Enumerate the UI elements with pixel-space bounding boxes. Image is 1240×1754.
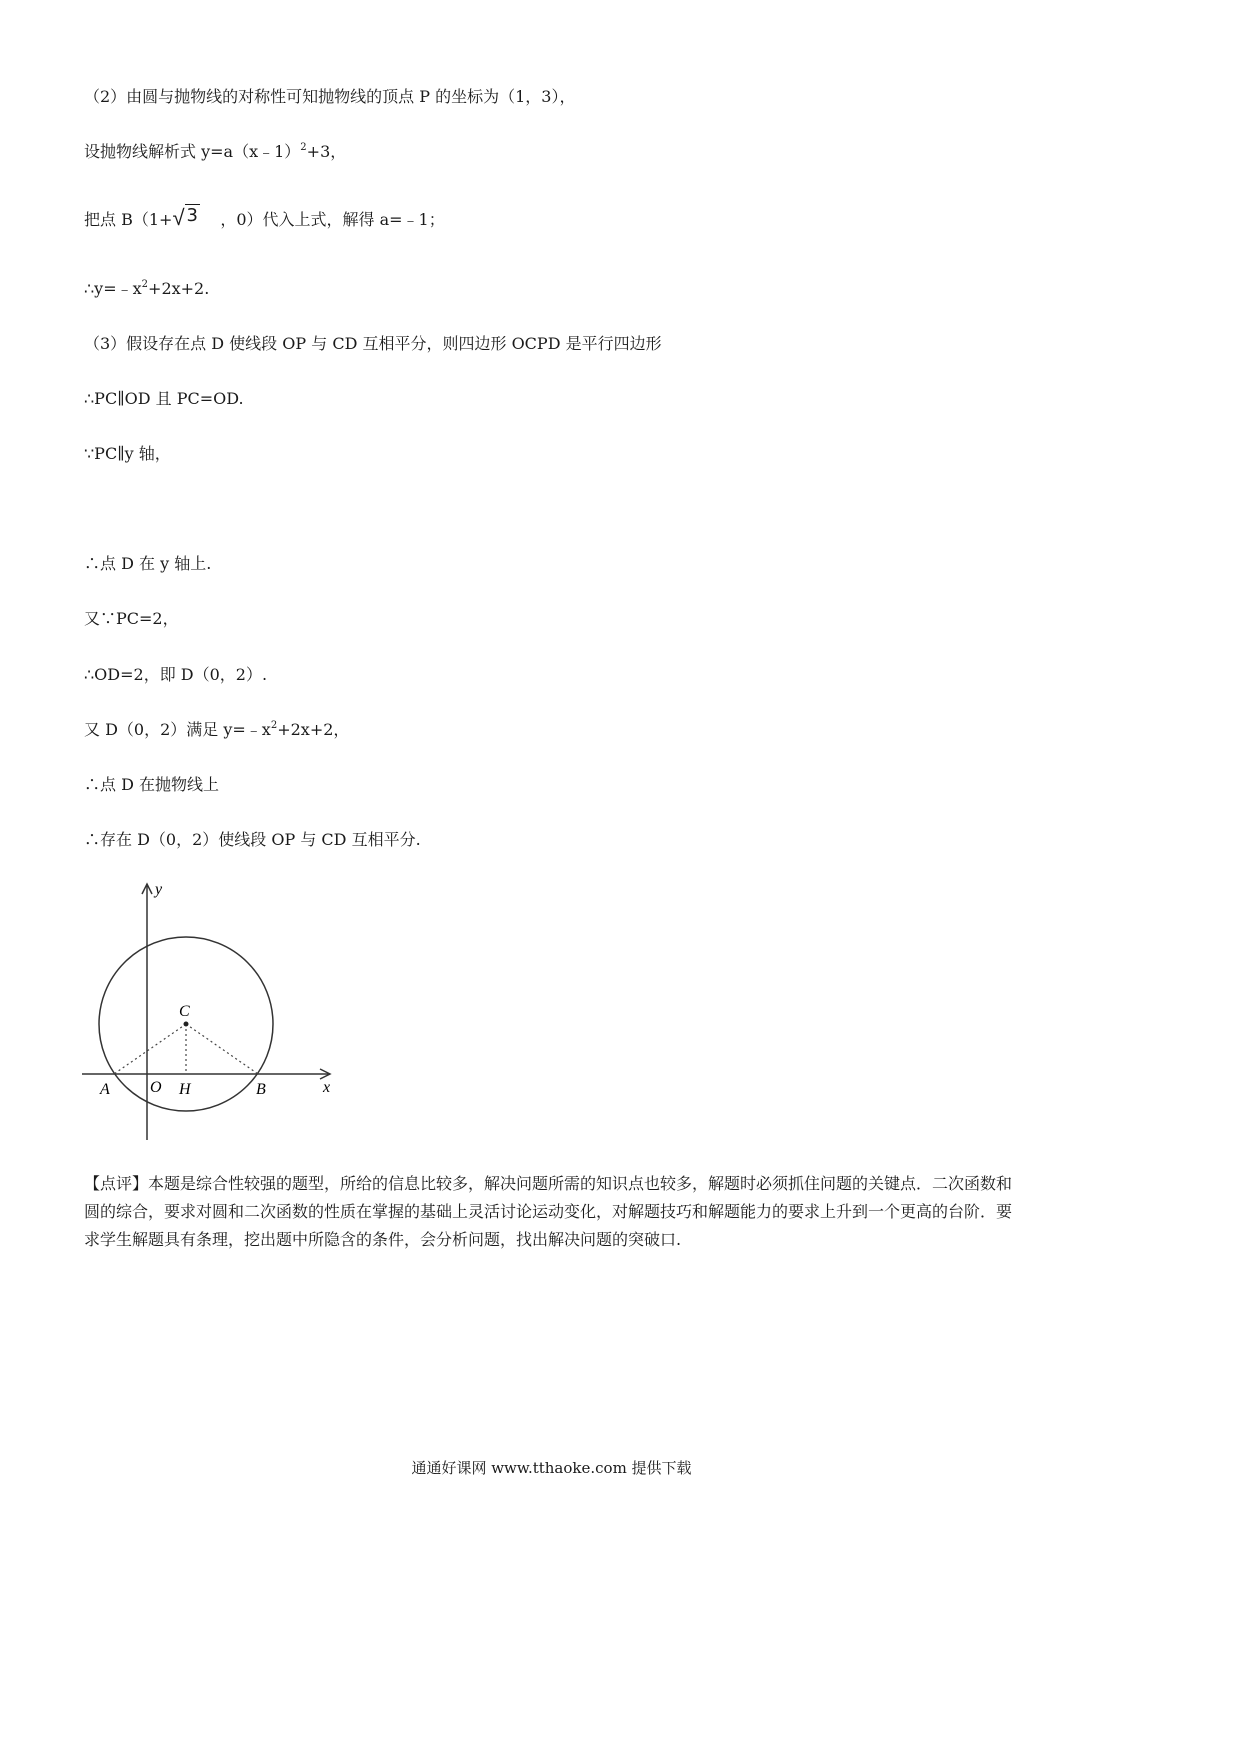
part3-line7	[84, 719, 349, 744]
part3-line5: 又∵PC=2，	[84, 609, 179, 628]
label-y: y	[155, 881, 163, 898]
label-c: C	[179, 1003, 190, 1020]
comment-text: 本题是综合性较强的题型，所给的信息比较多，解决问题所需的知识点也较多，解题时必须抓住问题的关键点．二次函数和圆的综合，要求对圆和二次函数的性质在掌握的基础上灵活讨论运动变化，对解题技巧和解题能力的要求上升到一个更高的台阶．要求学生解题具有条理，挖出题中所隐含的条件，会分析问题，找出解决问题的突破口.	[84, 1174, 1013, 1249]
part2-line2-exponent: 2	[300, 142, 307, 153]
comment-paragraph	[84, 1170, 1024, 1254]
sqrt-expression	[172, 205, 200, 231]
label-a: A	[100, 1081, 110, 1098]
part3-line8: ∴点 D 在抛物线上	[84, 775, 220, 794]
part2-line2-pre: 设抛物线解析式 y=a（x﹣1）	[84, 142, 301, 161]
segment-ca	[114, 1024, 186, 1074]
part3-line7-pre: 又 D（0，2）满足 y=﹣x	[84, 720, 271, 739]
part2-line3	[84, 205, 445, 231]
part3-line4: ∴点 D 在 y 轴上.	[84, 554, 212, 573]
label-b: B	[256, 1081, 266, 1098]
circle-coordinate-figure	[80, 878, 350, 1148]
label-h: H	[179, 1081, 191, 1098]
part3-line7-exponent: 2	[270, 720, 278, 731]
part2-line3-post: ，0）代入上式，解得 a=﹣1；	[220, 210, 445, 229]
part2-line1: （2）由圆与抛物线的对称性可知抛物线的顶点 P 的坐标为（1，3），	[84, 87, 576, 106]
part2-line4-pre: ∴y=﹣x	[84, 279, 142, 298]
part2-line2	[84, 141, 346, 166]
segment-cb	[186, 1024, 258, 1074]
part3-line2: ∴PC∥OD 且 PC=OD.	[84, 389, 244, 408]
comment-heading: 【点评】	[84, 1174, 149, 1193]
label-x: x	[323, 1079, 331, 1096]
label-o: O	[150, 1079, 162, 1096]
part2-line3-pre: 把点 B（1+	[84, 210, 173, 229]
part2-line4-exponent: 2	[141, 279, 149, 290]
part3-line1: （3）假设存在点 D 使线段 OP 与 CD 互相平分，则四边形 OCPD 是平行四边形	[84, 334, 662, 353]
part3-line6: ∴OD=2，即 D（0，2）.	[84, 665, 268, 684]
part3-line3: ∵PC∥y 轴，	[84, 444, 171, 463]
part2-line2-post: +3，	[306, 142, 347, 161]
point-c	[184, 1022, 189, 1027]
part3-line9: ∴存在 D（0，2）使线段 OP 与 CD 互相平分.	[84, 830, 421, 849]
part2-line4-post: +2x+2.	[148, 279, 210, 298]
part2-line4	[84, 278, 209, 303]
page-footer: 通通好课网 www.tthaoke.com 提供下载	[411, 1459, 692, 1477]
radical-sign-icon: √	[172, 206, 185, 231]
part3-line7-post: +2x+2，	[277, 720, 350, 739]
sqrt-radicand: 3	[186, 205, 198, 226]
